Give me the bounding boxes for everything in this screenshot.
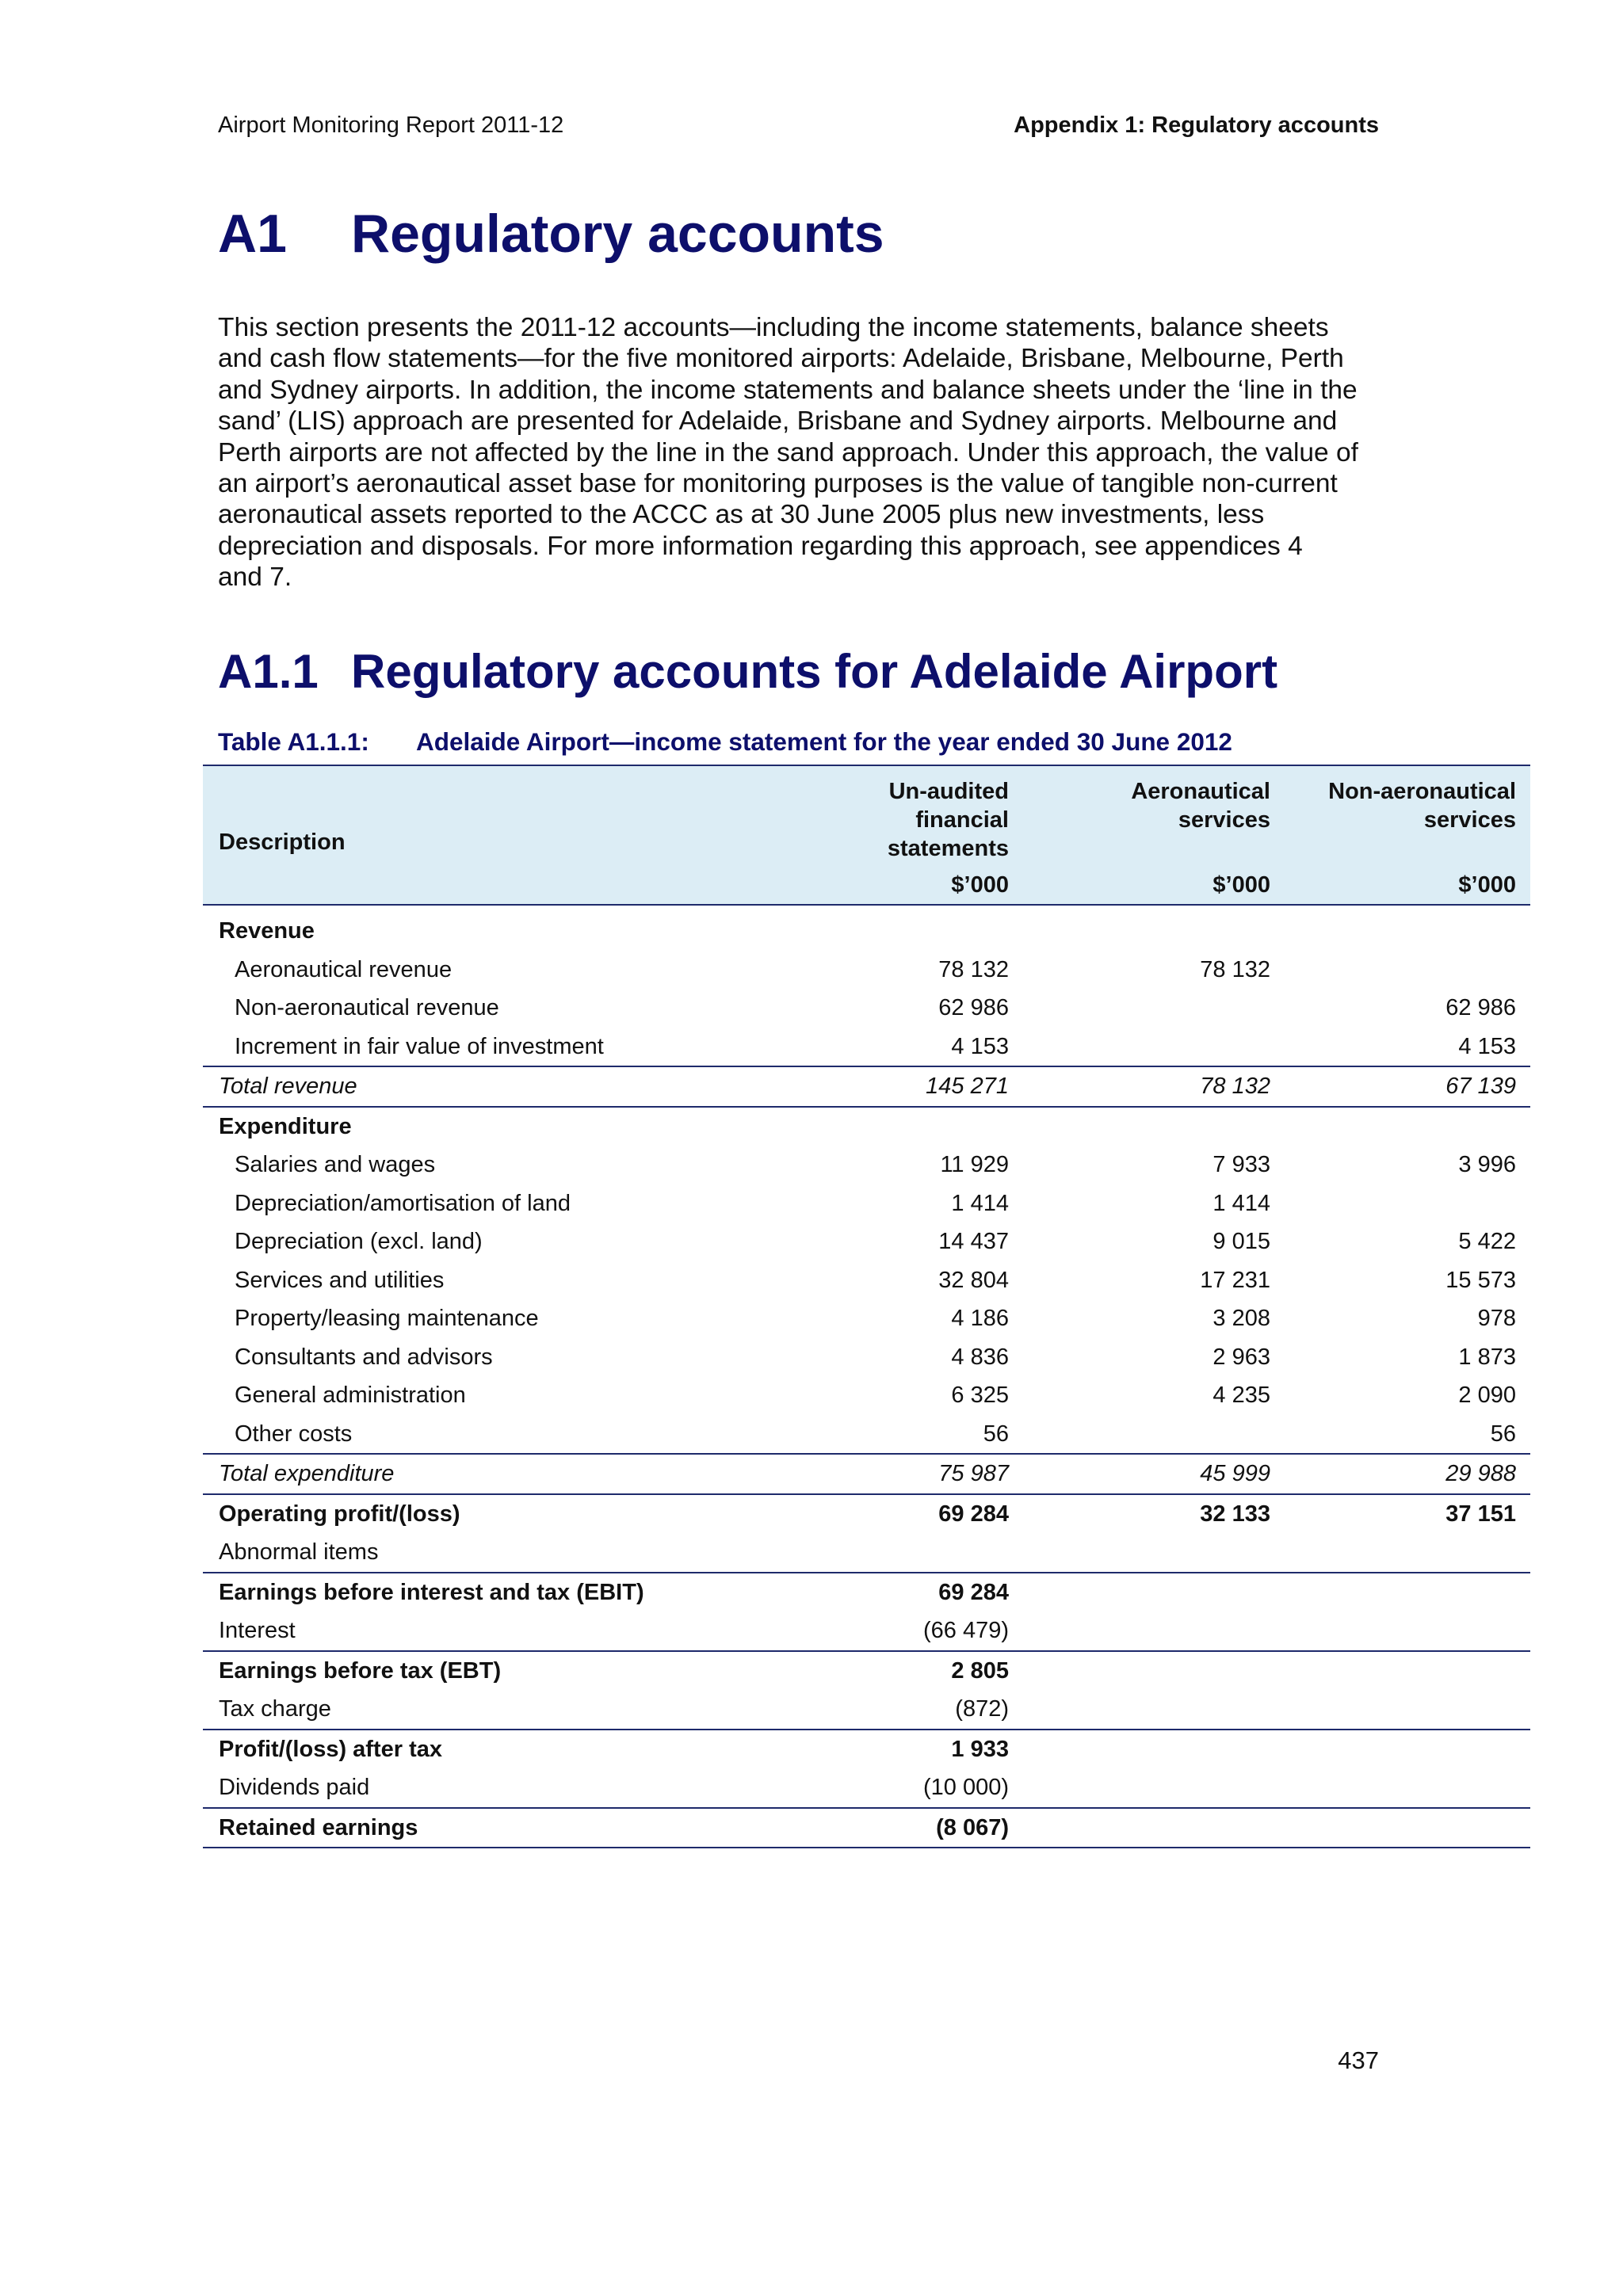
cell-unaudited: 56: [983, 1421, 1009, 1447]
row-label: Earnings before interest and tax (EBIT): [203, 1573, 825, 1612]
cell-aeronautical: [1023, 905, 1285, 951]
cell-non-aeronautical: [1285, 1533, 1530, 1573]
cell-unaudited: 78 132: [938, 956, 1009, 982]
header-aeronautical: [1023, 765, 1285, 866]
header-unaudited: [825, 765, 1023, 866]
cell-aeronautical: [1023, 1573, 1285, 1612]
table-unit-row: [203, 866, 1530, 905]
cell-non-aeronautical: 15 573: [1445, 1267, 1516, 1293]
cell-non-aeronautical: [1285, 1651, 1530, 1691]
section-heading: [218, 202, 884, 265]
cell-aeronautical: 2 963: [1212, 1344, 1270, 1370]
cell-non-aeronautical: [1285, 1730, 1530, 1769]
row-label: Depreciation/amortisation of land: [235, 1190, 571, 1216]
cell-unaudited: 1 414: [951, 1190, 1009, 1216]
intro-line: This section presents the 2011-12 accounts—including the income statements, balance sheets: [218, 313, 1329, 342]
cell-aeronautical: [1023, 1533, 1285, 1573]
cell-unaudited: 4 186: [951, 1306, 1009, 1331]
cell-non-aeronautical: 67 139: [1285, 1066, 1530, 1107]
cell-aeronautical: 45 999: [1023, 1454, 1285, 1494]
table-row: [203, 1222, 1530, 1261]
table-row: [203, 1338, 1530, 1377]
unit-label: $’000: [825, 866, 1023, 905]
cell-non-aeronautical: [1285, 1184, 1530, 1223]
cell-aeronautical: [1023, 1808, 1285, 1848]
section-number: A1: [218, 204, 287, 264]
row-label: Increment in fair value of investment: [235, 1033, 604, 1059]
cell-non-aeronautical: [1285, 1768, 1530, 1808]
row-label: Consultants and advisors: [235, 1344, 493, 1370]
cell-non-aeronautical: 5 422: [1458, 1229, 1516, 1254]
cell-non-aeronautical: 29 988: [1285, 1454, 1530, 1494]
cell-aeronautical: [1023, 1611, 1285, 1651]
table-row: [203, 1611, 1530, 1651]
intro-line: and 7.: [218, 563, 292, 593]
cell-unaudited: 4 153: [951, 1033, 1009, 1059]
table-row: [203, 989, 1530, 1028]
table-row: [203, 1107, 1530, 1146]
cell-non-aeronautical: [1285, 951, 1530, 990]
row-label: Property/leasing maintenance: [235, 1306, 539, 1331]
header-description: Description: [203, 765, 825, 866]
table-row-subtotal: [203, 1573, 1530, 1612]
row-label: Profit/(loss) after tax: [203, 1730, 825, 1769]
table-row: [203, 1184, 1530, 1223]
table-header-row: [203, 765, 1530, 866]
cell-unaudited: 14 437: [938, 1229, 1009, 1254]
table-row: [203, 1028, 1530, 1067]
cell-aeronautical: [1023, 1768, 1285, 1808]
cell-unaudited: (8 067): [825, 1808, 1023, 1848]
cell-unaudited: 32 804: [938, 1267, 1009, 1293]
cell-unaudited: (10 000): [922, 1775, 1009, 1800]
cell-unaudited: 6 325: [951, 1383, 1009, 1408]
table-row-subtotal: [203, 1651, 1530, 1691]
cell-non-aeronautical: 4 153: [1458, 1033, 1516, 1059]
intro-line: and Sydney airports. In addition, the income statements and balance sheets under the ‘line in the: [218, 375, 1358, 405]
intro-line: Perth airports are not affected by the line in the sand approach. Under this approach, the value of: [218, 437, 1358, 467]
cell-aeronautical: [1023, 1730, 1285, 1769]
row-label: Depreciation (excl. land): [235, 1229, 483, 1254]
cell-unaudited: 1 933: [825, 1730, 1023, 1769]
table-row: [203, 905, 1530, 951]
cell-non-aeronautical: 56: [1490, 1421, 1516, 1447]
intro-paragraph: [218, 312, 1407, 593]
table-row: [203, 1146, 1530, 1184]
cell-non-aeronautical: [1285, 1573, 1530, 1612]
row-label: Non-aeronautical revenue: [235, 995, 499, 1020]
cell-non-aeronautical: [1285, 1611, 1530, 1651]
cell-non-aeronautical: 978: [1477, 1306, 1516, 1331]
table-row: [203, 1415, 1530, 1455]
cell-unaudited: (66 479): [922, 1618, 1009, 1643]
table-row: [203, 1768, 1530, 1808]
table-row-final: [203, 1808, 1530, 1848]
table-row: [203, 1533, 1530, 1573]
cell-unaudited: 69 284: [825, 1573, 1023, 1612]
unit-label: $’000: [1023, 866, 1285, 905]
table-caption-title: Adelaide Airport—income statement for the year ended 30 June 2012: [416, 727, 1232, 756]
subsection-number: A1.1: [218, 645, 319, 698]
cell-unaudited: 62 986: [938, 995, 1009, 1020]
cell-aeronautical: 17 231: [1200, 1267, 1270, 1293]
row-label: Dividends paid: [219, 1775, 370, 1800]
cell-unaudited: [825, 905, 1023, 951]
row-label: General administration: [235, 1383, 466, 1408]
cell-aeronautical: 9 015: [1212, 1229, 1270, 1254]
row-label: Tax charge: [219, 1696, 331, 1722]
intro-line: and cash flow statements—for the five monitored airports: Adelaide, Brisbane, Melbourne, Perth: [218, 344, 1344, 374]
cell-aeronautical: 1 414: [1212, 1190, 1270, 1216]
header-line: Aeronautical: [1131, 779, 1270, 804]
cell-non-aeronautical: [1285, 1690, 1530, 1730]
cell-unaudited: 4 836: [951, 1344, 1009, 1370]
cell-aeronautical: [1023, 1028, 1285, 1067]
cell-aeronautical: [1023, 1415, 1285, 1455]
row-label: Total expenditure: [203, 1454, 825, 1494]
cell-non-aeronautical: 1 873: [1458, 1344, 1516, 1370]
cell-aeronautical: [1023, 1690, 1285, 1730]
header-line: services: [1423, 807, 1516, 833]
cell-non-aeronautical: 37 151: [1445, 1501, 1516, 1527]
cell-aeronautical: 78 132: [1200, 956, 1270, 982]
cell-aeronautical: [1023, 1107, 1285, 1146]
unit-blank: [203, 866, 825, 905]
cell-non-aeronautical: 62 986: [1445, 995, 1516, 1020]
intro-line: an airport’s aeronautical asset base for monitoring purposes is the value of tangible non-current: [218, 469, 1338, 499]
cell-non-aeronautical: 3 996: [1458, 1152, 1516, 1177]
subsection-heading: [218, 643, 1277, 700]
cell-non-aeronautical: [1285, 1107, 1530, 1146]
cell-aeronautical: 78 132: [1023, 1066, 1285, 1107]
header-line: Non-aeronautical: [1328, 779, 1516, 804]
row-label: Earnings before tax (EBT): [203, 1651, 825, 1691]
row-label: Total revenue: [203, 1066, 825, 1107]
intro-line: aeronautical assets reported to the ACCC as at 30 June 2005 plus new investments, less: [218, 500, 1265, 530]
cell-unaudited: (872): [955, 1696, 1009, 1722]
cell-aeronautical: 3 208: [1212, 1306, 1270, 1331]
cell-unaudited: [825, 1533, 1023, 1573]
table-row: [203, 951, 1530, 990]
intro-line: sand’ (LIS) approach are presented for Adelaide, Brisbane and Sydney airports. Melbourne and: [218, 406, 1338, 437]
cell-unaudited: 11 929: [940, 1152, 1009, 1177]
cell-non-aeronautical: [1285, 905, 1530, 951]
cell-unaudited: 2 805: [825, 1651, 1023, 1691]
income-statement-table: [203, 765, 1530, 1848]
cell-aeronautical: [1023, 1651, 1285, 1691]
intro-line: depreciation and disposals. For more information regarding this approach, see appendices 4: [218, 531, 1303, 561]
cell-aeronautical: [1023, 989, 1285, 1028]
cell-unaudited: 145 271: [825, 1066, 1023, 1107]
cell-non-aeronautical: [1285, 1808, 1530, 1848]
report-title: Airport Monitoring Report 2011-12: [218, 113, 564, 138]
table-row: [203, 1299, 1530, 1338]
cell-unaudited: [825, 1107, 1023, 1146]
row-label: Expenditure: [219, 1113, 352, 1139]
row-label: Other costs: [235, 1421, 353, 1447]
table-caption-label: Table A1.1.1:: [218, 727, 369, 756]
row-label: Retained earnings: [203, 1808, 825, 1848]
cell-unaudited: 75 987: [825, 1454, 1023, 1494]
header-line: financial: [915, 807, 1009, 833]
table-row-total: [203, 1066, 1530, 1107]
table-row: [203, 1261, 1530, 1300]
table-row-subtotal: [203, 1494, 1530, 1534]
table-row: [203, 1690, 1530, 1730]
cell-non-aeronautical: 2 090: [1458, 1383, 1516, 1408]
cell-unaudited: 69 284: [938, 1501, 1009, 1527]
table-row-subtotal: [203, 1730, 1530, 1769]
table-row-total: [203, 1454, 1530, 1494]
subsection-title: Regulatory accounts for Adelaide Airport: [351, 645, 1278, 698]
running-header: [218, 111, 1379, 139]
cell-aeronautical: 4 235: [1212, 1383, 1270, 1408]
header-line: statements: [887, 836, 1009, 861]
row-label: Operating profit/(loss): [219, 1501, 460, 1527]
cell-aeronautical: 32 133: [1200, 1501, 1270, 1527]
appendix-title: Appendix 1: Regulatory accounts: [1014, 113, 1379, 138]
page-number: 437: [1338, 2046, 1379, 2074]
header-non-aeronautical: [1285, 765, 1530, 866]
unit-label: $’000: [1285, 866, 1530, 905]
row-label: Services and utilities: [235, 1267, 445, 1293]
row-label: Salaries and wages: [235, 1152, 436, 1177]
table-caption: [218, 726, 1232, 757]
row-label: Aeronautical revenue: [235, 956, 453, 982]
row-label: Abnormal items: [219, 1539, 379, 1565]
table-row: [203, 1376, 1530, 1415]
header-line: services: [1178, 807, 1270, 833]
row-label: Revenue: [219, 918, 315, 944]
row-label: Interest: [219, 1618, 296, 1643]
header-line: Un-audited: [888, 779, 1009, 804]
section-title: Regulatory accounts: [351, 204, 884, 264]
cell-aeronautical: 7 933: [1212, 1152, 1270, 1177]
